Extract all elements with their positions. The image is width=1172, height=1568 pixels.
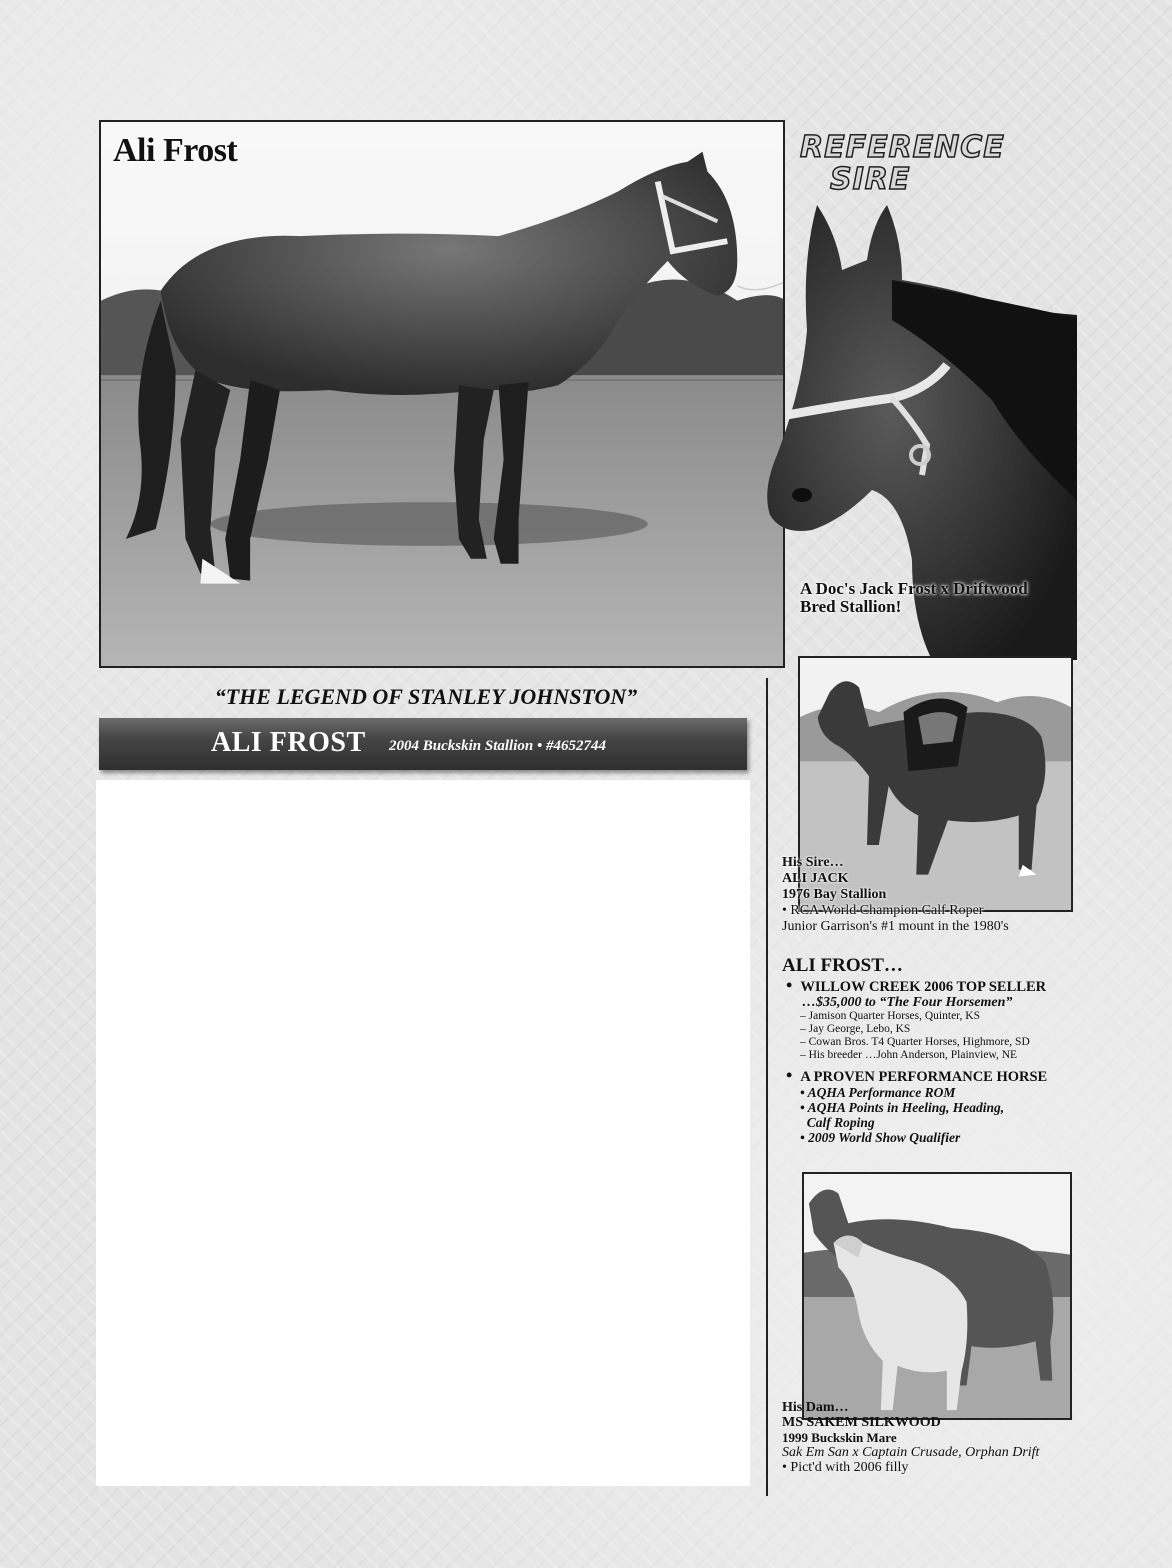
dam-description: 1999 Buckskin Mare [782, 1430, 897, 1445]
mare-and-filly-image [804, 1174, 1070, 1418]
caption-line-1: A Doc's Jack Frost x Driftwood [800, 579, 1028, 598]
sire-intro: His Sire… [782, 855, 844, 870]
performance-bullet: • A PROVEN PERFORMANCE HORSE [782, 1068, 1082, 1085]
dam-pedigree: Sak Em San x Captain Crusade, Orphan Drift [782, 1445, 1040, 1460]
main-horse-photo [99, 120, 785, 668]
sire-note-2: Junior Garrison's #1 mount in the 1980's [782, 919, 1009, 934]
top-seller-bullet: • WILLOW CREEK 2006 TOP SELLER [782, 978, 1082, 995]
dam-info [782, 1400, 1082, 1475]
sire-line: SIRE [830, 162, 911, 197]
sire-description: 1976 Bay Stallion [782, 887, 887, 902]
dam-intro: His Dam… [782, 1400, 849, 1415]
blank-content-panel [96, 780, 750, 1486]
ali-frost-accomplishments [782, 956, 1082, 1145]
dam-name: MS SAKEM SILKWOOD [782, 1415, 941, 1430]
legend-tagline: “THE LEGEND OF STANLEY JOHNSTON” [214, 684, 638, 709]
performance-item: • AQHA Performance ROM [800, 1085, 956, 1100]
sire-info [782, 855, 1082, 935]
sire-head-caption [800, 580, 1070, 616]
banner-details: 2004 Buckskin Stallion • #4652744 [389, 738, 606, 754]
column-divider [766, 678, 768, 1496]
performance-item: • 2009 World Show Qualifier [800, 1130, 961, 1145]
name-banner [99, 718, 747, 770]
dam-photo [802, 1172, 1072, 1420]
buyer-item: – Jamison Quarter Horses, Quinter, KS [800, 1010, 980, 1022]
performance-item: Calf Roping [800, 1115, 875, 1130]
reference-sire-heading [800, 132, 1010, 196]
reference-line: REFERENCE [800, 130, 1005, 165]
performance-item: • AQHA Points in Heeling, Heading, [800, 1100, 1005, 1115]
sire-note-1: • RCA World Champion Calf Roper [782, 903, 984, 918]
buyer-item: – His breeder …John Anderson, Plainview, NE [800, 1049, 1018, 1061]
banner-horse-name: ALI FROST [211, 727, 366, 758]
sire-name: ALI JACK [782, 871, 849, 886]
photo-title: Ali Frost [113, 132, 238, 169]
stallion-image [101, 122, 783, 666]
caption-line-2: Bred Stallion! [800, 597, 902, 616]
dam-note: • Pict'd with 2006 filly [782, 1460, 909, 1475]
buyer-item: – Cowan Bros. T4 Quarter Horses, Highmore, SD [800, 1036, 1030, 1048]
buyer-item: – Jay George, Lebo, KS [800, 1023, 911, 1035]
sale-price: …$35,000 to “The Four Horsemen” [802, 995, 1013, 1010]
ali-frost-heading: ALI FROST… [782, 955, 903, 976]
